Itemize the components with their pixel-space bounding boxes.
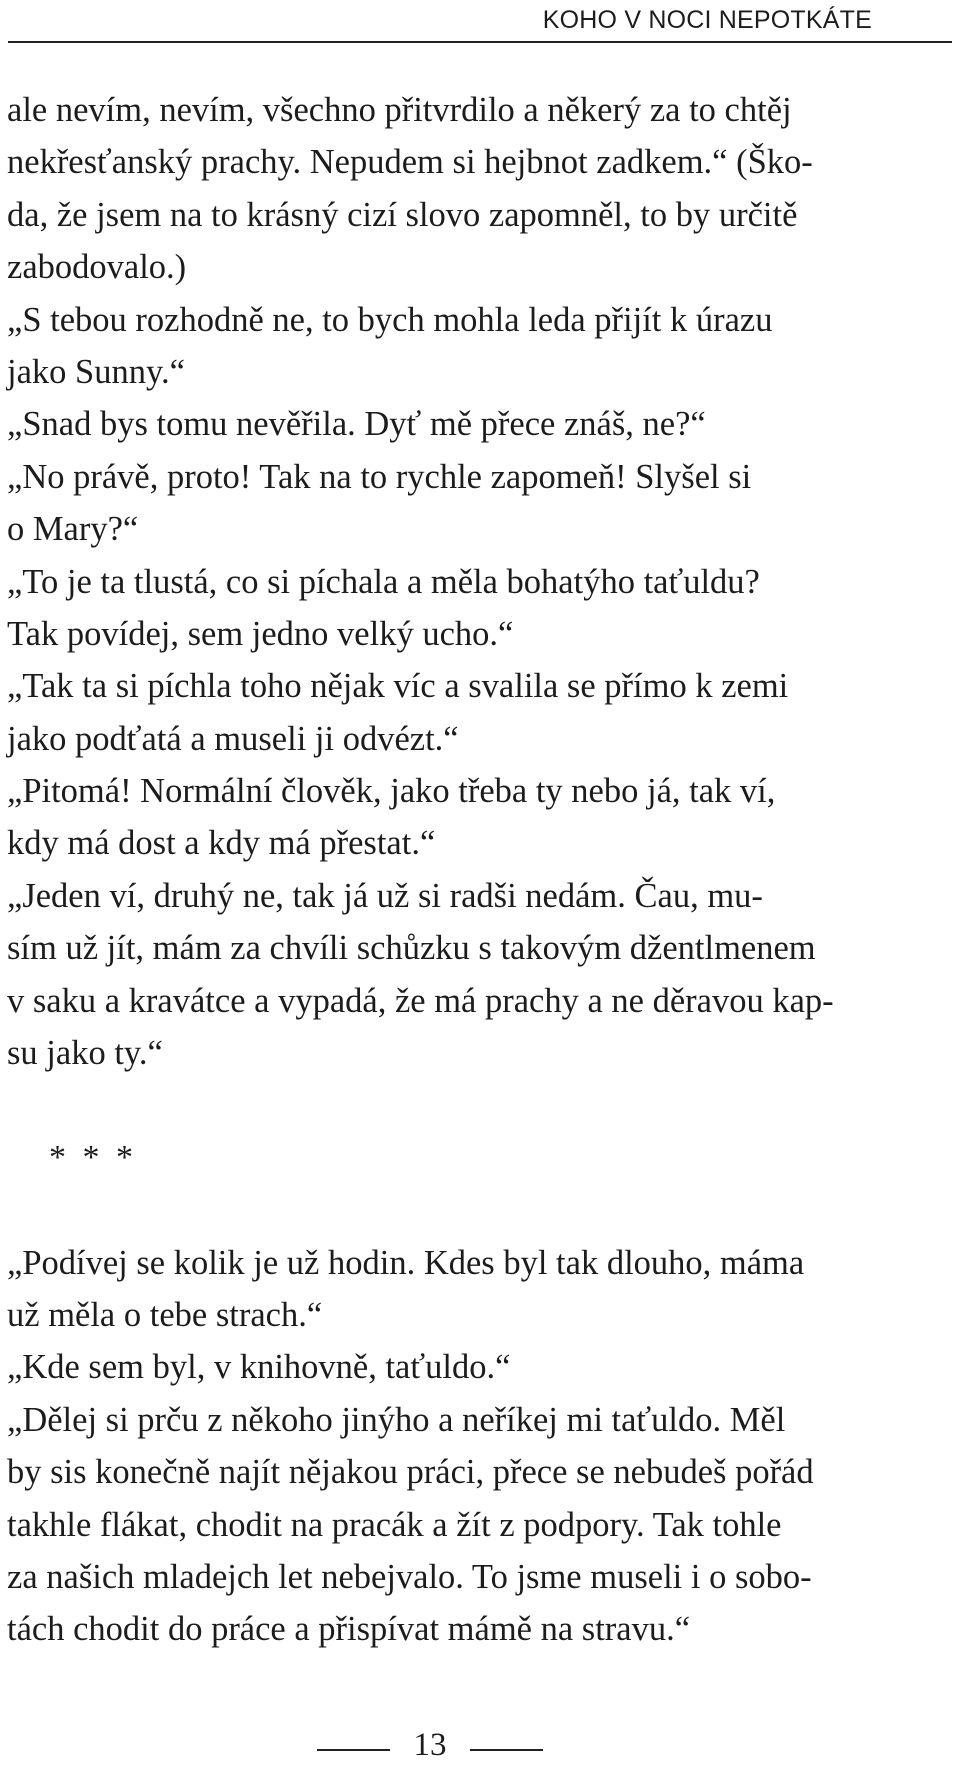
- text-line: „Tak ta si píchla toho nějak víc a svalila se přímo k zemi: [7, 667, 789, 706]
- footer-rule-right: [470, 1749, 543, 1751]
- text-line: takhle flákat, chodit na pracák a žít z podpory. Tak tohle: [7, 1505, 782, 1544]
- section-separator: * * *: [49, 1138, 137, 1176]
- text-line: zabodovalo.): [7, 248, 187, 287]
- text-line: „Kde sem byl, v knihovně, taťuldo.“: [7, 1348, 511, 1387]
- text-line: sím už jít, mám za chvíli schůzku s takovým džentlmenem: [7, 929, 816, 968]
- text-line: už měla o tebe strach.“: [7, 1295, 323, 1334]
- text-line: „Podívej se kolik je už hodin. Kdes byl tak dlouho, máma: [7, 1243, 805, 1282]
- text-line: „Pitomá! Normální člověk, jako třeba ty nebo já, tak ví,: [7, 772, 776, 811]
- text-line: by sis konečně najít nějakou práci, přece se nebudeš pořád: [7, 1453, 814, 1492]
- page-body: [7, 84, 960, 1656]
- text-line: „To je ta tlustá, co si píchala a měla bohatýho taťuldu?: [7, 562, 760, 601]
- running-header: [8, 0, 952, 43]
- text-line: kdy má dost a kdy má přestat.“: [7, 824, 436, 863]
- text-line: v saku a kravátce a vypadá, že má prachy a ne děravou kap-: [7, 981, 834, 1020]
- text-line: tách chodit do práce a přispívat mámě na stravu.“: [7, 1610, 691, 1649]
- text-line: su jako ty.“: [7, 1034, 163, 1073]
- text-line: „S tebou rozhodně ne, to bych mohla leda přijít k úrazu: [7, 300, 773, 339]
- text-line: nekřesťanský prachy. Nepudem si hejbnot zadkem.“ (Ško-: [7, 143, 813, 182]
- text-line: Tak povídej, sem jedno velký ucho.“: [7, 614, 514, 653]
- page-footer: [0, 1725, 960, 1765]
- running-title: KOHO V NOCI NEPOTKÁTE: [542, 6, 872, 34]
- text-line: ale nevím, nevím, všechno přitvrdilo a někerý za to chtěj: [7, 91, 792, 129]
- text-line: za našich mladejch let nebejvalo. To jsme museli i o sobo-: [7, 1557, 812, 1596]
- footer-rule-left: [317, 1749, 390, 1751]
- text-line: „Jeden ví, druhý ne, tak já už si radši nedám. Čau, mu-: [7, 876, 763, 915]
- text-line: da, že jsem na to krásný cizí slovo zapomněl, to by určitě: [7, 195, 798, 234]
- text-line: o Mary?“: [7, 510, 139, 549]
- text-line: jako Sunny.“: [7, 352, 185, 391]
- text-line: „Dělej si prču z někoho jinýho a neříkej mi taťuldo. Měl: [7, 1400, 786, 1439]
- blank-line: [7, 1184, 960, 1236]
- text-line: „Snad bys tomu nevěřila. Dyť mě přece znáš, ne?“: [7, 405, 706, 444]
- blank-line: [7, 1079, 960, 1131]
- text-line: „No právě, proto! Tak na to rychle zapomeň! Slyšel si: [7, 457, 752, 496]
- page-number: 13: [413, 1727, 447, 1763]
- text-line: jako podťatá a museli ji odvézt.“: [7, 719, 459, 758]
